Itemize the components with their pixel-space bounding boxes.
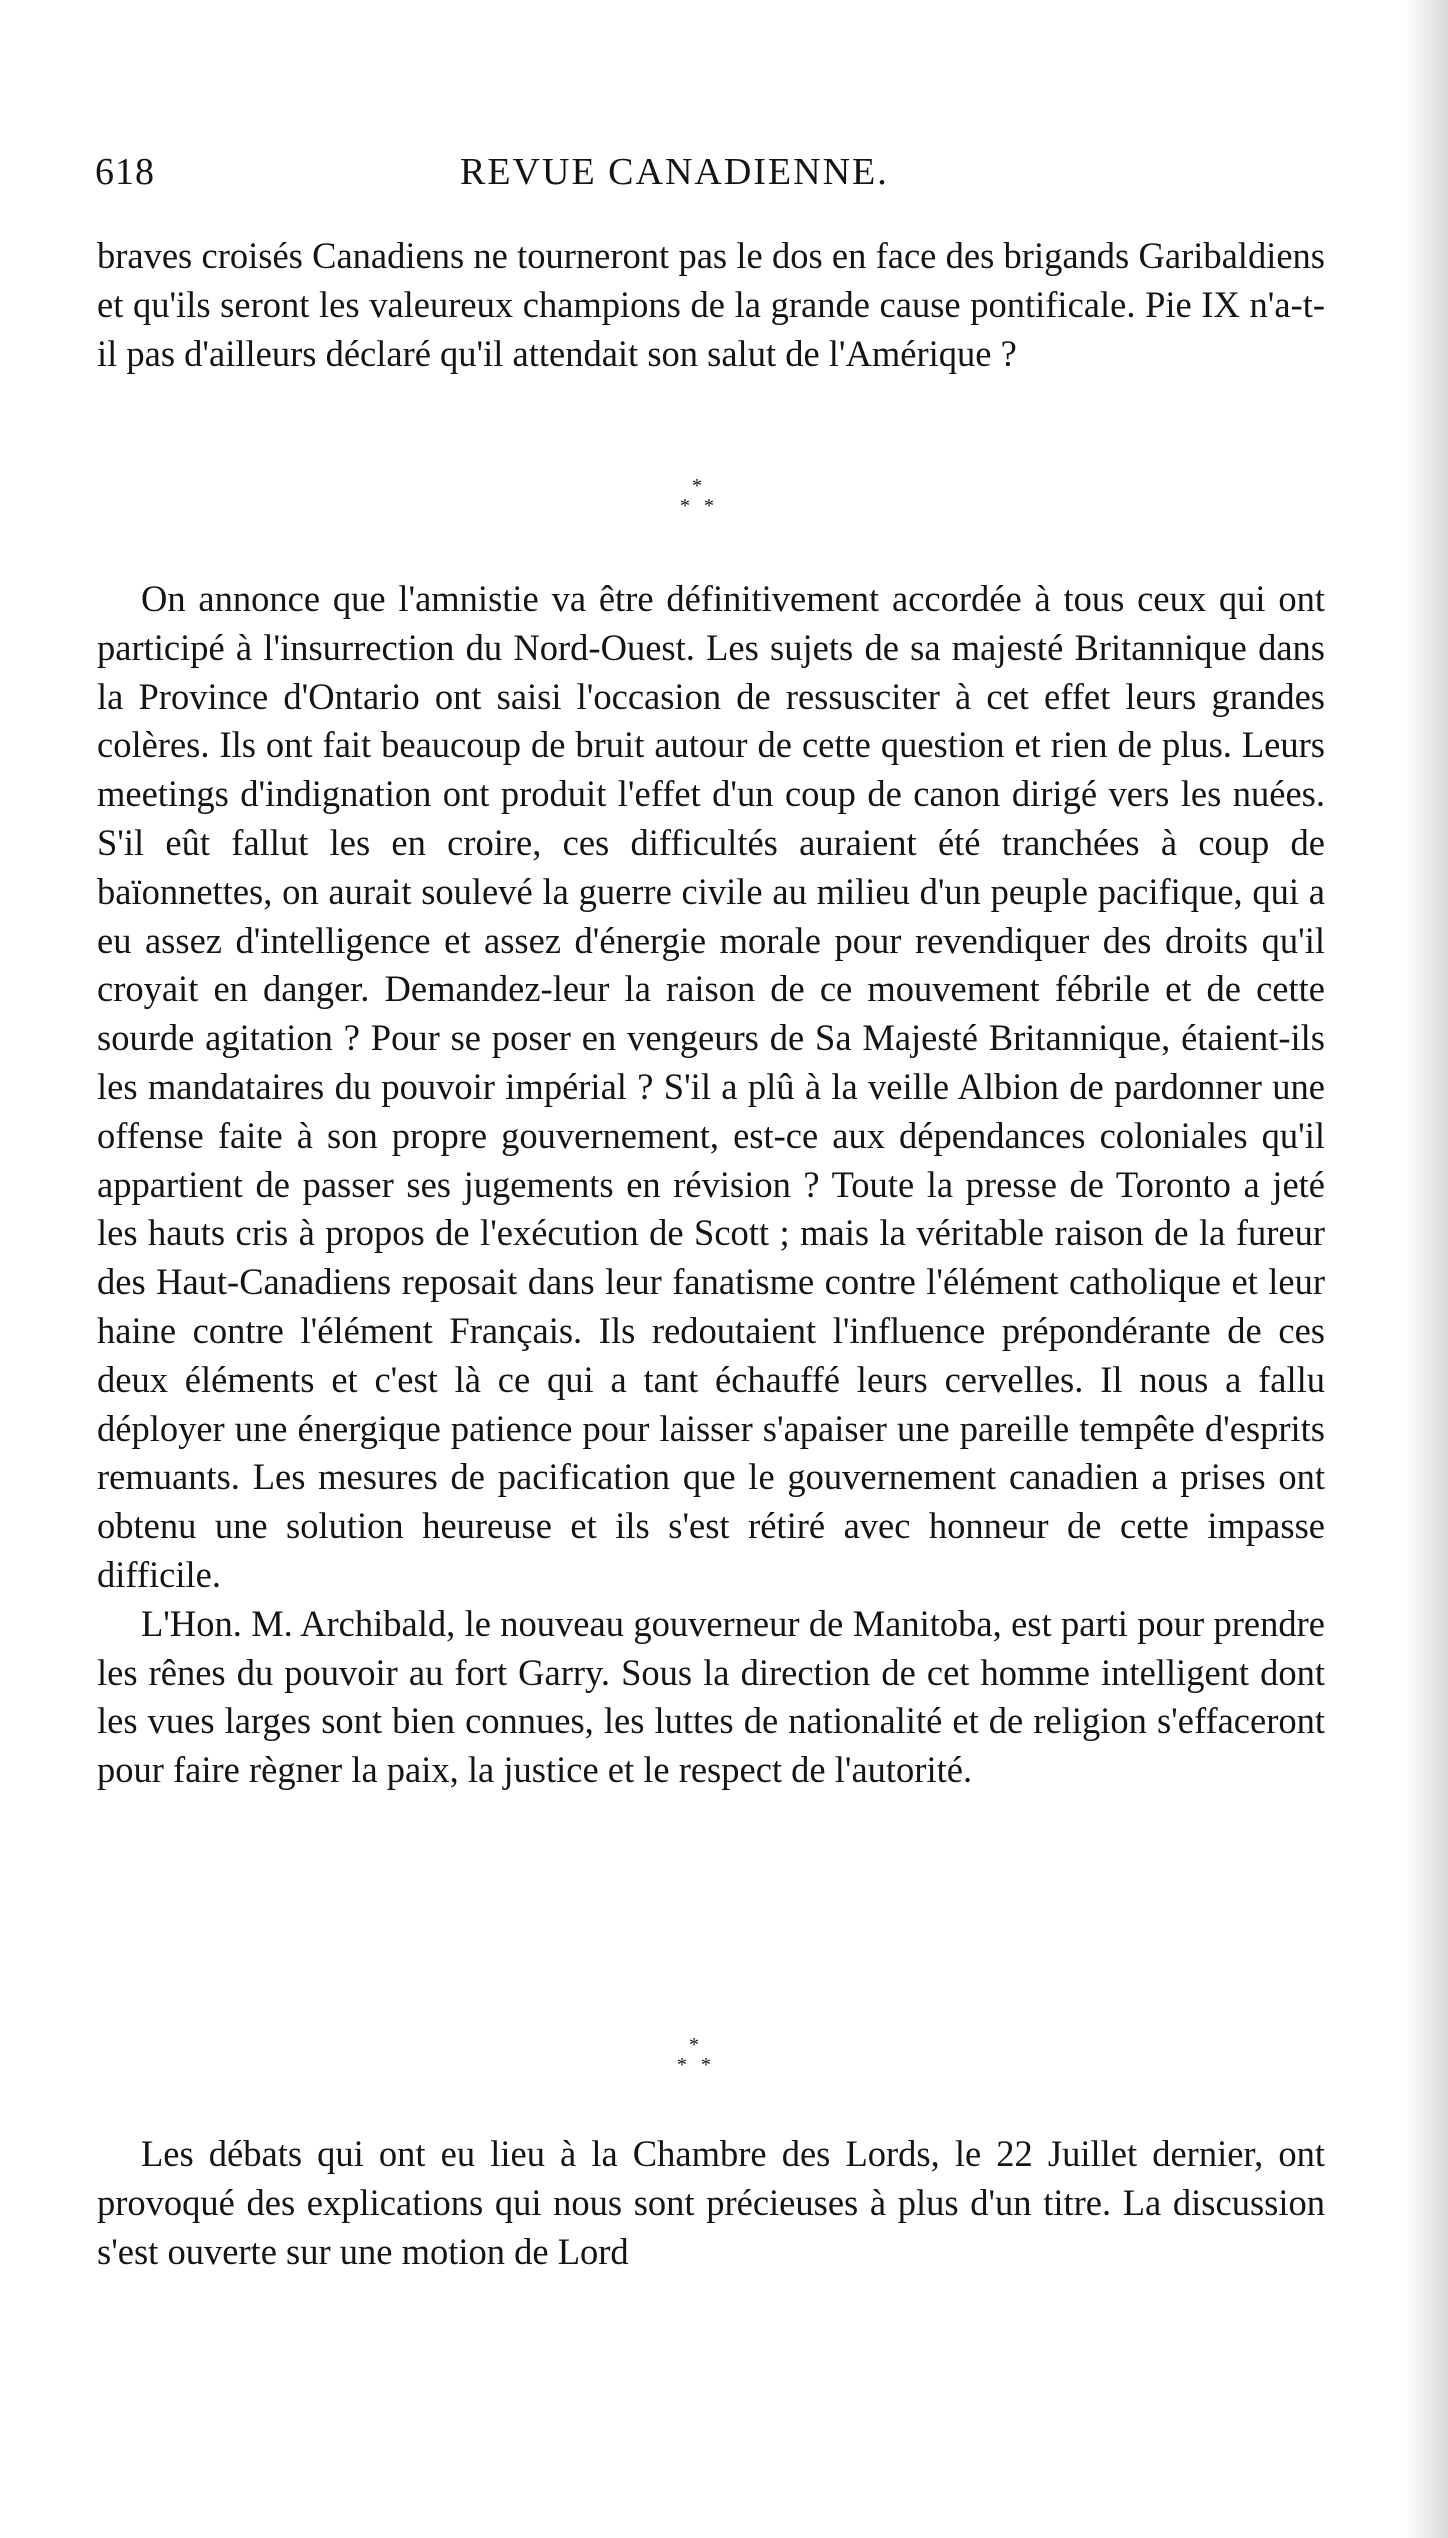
- section-chambre-des-lords: [97, 2130, 1325, 2276]
- paragraph-continuation: braves croisés Canadiens ne tourneront pas le dos en face des brigands Garibaldiens et qu'ils seront les valeureux champions de la grande cause pontificale. Pie IX n'a-t-il pas d'ailleurs déclaré qu'il attendait son salut de l'Amérique ?: [97, 235, 1325, 374]
- section-garibaldiens: [97, 232, 1325, 378]
- asterism-star-icon: *: [677, 2054, 687, 2076]
- asterism-star-icon: *: [680, 495, 690, 517]
- asterism-star-icon: *: [692, 475, 702, 497]
- page-edge-shadow: [1405, 0, 1448, 2538]
- running-title: REVUE CANADIENNE.: [460, 151, 889, 193]
- paragraph-debats: Les débats qui ont eu lieu à la Chambre des Lords, le 22 Juillet dernier, ont provoqué des explications qui nous sont précieuses à plus d'un titre. La discussion s'est ouverte sur une motion de Lord: [97, 2133, 1325, 2272]
- page-header: [95, 150, 1355, 200]
- asterism-star-icon: *: [701, 2054, 711, 2076]
- page-number: 618: [95, 151, 155, 193]
- section-amnistie: [97, 575, 1325, 1795]
- asterism-star-icon: *: [704, 495, 714, 517]
- paragraph-archibald: L'Hon. M. Archibald, le nouveau gouverneur de Manitoba, est parti pour prendre les rênes du pouvoir au fort Garry. Sous la direction de cet homme intelligent dont les vues larges sont bien connues, les luttes de nationalité et de religion s'effaceront pour faire règner la paix, la justice et le respect de l'autorité.: [97, 1602, 1325, 1791]
- asterism-separator-1: [678, 476, 738, 526]
- paragraph-amnistie: On annonce que l'amnistie va être définitivement accordée à tous ceux qui ont participé à l'insurrection du Nord-Ouest. Les sujets de sa majesté Britannique dans la Province d'Ontario ont saisi l'occasion de ressusciter à cet effet leurs grandes colères. Ils ont fait beaucoup de bruit autour de cette question et rien de plus. Leurs meetings d'indignation ont produit l'effet d'un coup de canon dirigé vers les nuées. S'il eût fallut les en croire, ces difficultés auraient été tranchées à coup de baïonnettes, on aurait soulevé la guerre civile au milieu d'un peuple pacifique, qui a eu assez d'intelligence et assez d'énergie morale pour revendiquer des droits qu'il croyait en danger. Demandez-leur la raison de ce mouvement fébrile et de cette sourde agitation ? Pour se poser en vengeurs de Sa Majesté Britannique, étaient-ils les mandataires du pouvoir impérial ? S'il a plû à la veille Albion de pardonner une offense faite à son propre gouvernement, est-ce aux dépendances coloniales qu'il appartient de passer ses jugements en révision ? Toute la presse de Toronto a jeté les hauts cris à propos de l'exécution de Scott ; mais la véritable raison de la fureur des Haut-Canadiens reposait dans leur fanatisme contre l'élément catholique et leur haine contre l'élément Français. Ils redoutaient l'influence prépondérante de ces deux éléments et c'est là ce qui a tant échauffé leurs cervelles. Il nous a fallu déployer une énergique patience pour laisser s'apaiser une pareille tempête d'esprits remuants. Les mesures de pacification que le gouvernement canadien a prises ont obtenu une solution heureuse et ils s'est rétiré avec honneur de cette impasse difficile.: [97, 578, 1325, 1595]
- asterism-star-icon: *: [689, 2034, 699, 2056]
- asterism-separator-2: [675, 2035, 735, 2085]
